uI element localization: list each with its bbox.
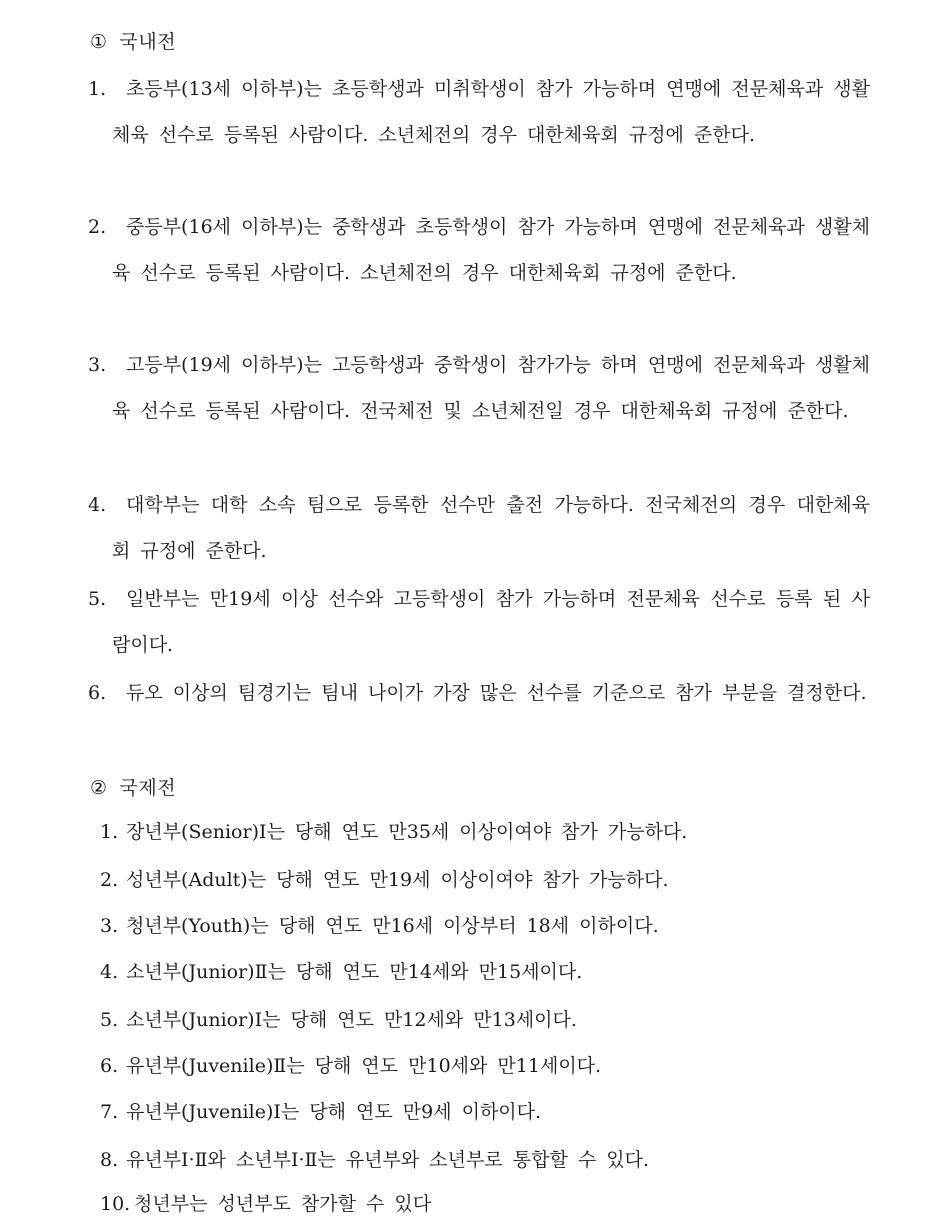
item-number: 3. (100, 915, 119, 937)
list-item (100, 1054, 601, 1078)
list-item (88, 482, 870, 574)
list-item (88, 576, 870, 668)
item-number: 4. (100, 961, 119, 983)
item-text: 대학부는 대학 소속 팀으로 등록한 선수만 출전 가능하다. 전국체전의 경우 대한체육회 규정에 준한다. (112, 494, 870, 562)
section-heading-domestic (90, 30, 176, 54)
item-number: 2. (88, 216, 107, 238)
list-item (100, 960, 582, 984)
item-text: 고등부(19세 이하부)는 고등학생과 중학생이 참가가능 하며 연맹에 전문체육과 생활체육 선수로 등록된 사람이다. 전국체전 및 소년체전일 경우 대한체육회 규정에 준한다. (112, 354, 870, 422)
list-item (88, 342, 870, 434)
item-number: 10. (100, 1193, 131, 1215)
item-text: 듀오 이상의 팀경기는 팀내 나이가 가장 많은 선수를 기준으로 참가 부분을 결정한다. (126, 682, 867, 704)
list-item (88, 204, 870, 296)
item-number: 4. (88, 494, 107, 516)
item-number: 3. (88, 354, 107, 376)
item-text: 유년부(Juvenile)Ⅰ는 당해 연도 만9세 이하이다. (126, 1101, 542, 1123)
item-number: 6. (88, 682, 107, 704)
list-item (100, 868, 669, 892)
item-number: 1. (100, 821, 119, 843)
item-text: 청년부는 성년부도 참가할 수 있다 (134, 1193, 432, 1215)
list-item (100, 914, 659, 938)
list-item (100, 1100, 541, 1124)
item-number: 2. (100, 869, 119, 891)
item-text: 일반부는 만19세 이상 선수와 고등학생이 참가 가능하며 전문체육 선수로 등록 된 사람이다. (112, 588, 870, 656)
item-text: 유년부(Juvenile)Ⅱ는 당해 연도 만10세와 만11세이다. (126, 1055, 602, 1077)
item-text: 유년부Ⅰ·Ⅱ와 소년부Ⅰ·Ⅱ는 유년부와 소년부로 통합할 수 있다. (126, 1149, 649, 1171)
list-item (100, 1148, 649, 1172)
item-text: 장년부(Senior)Ⅰ는 당해 연도 만35세 이상이여야 참가 가능하다. (126, 821, 688, 843)
item-text: 중등부(16세 이하부)는 중학생과 초등학생이 참가 가능하며 연맹에 전문체육과 생활체육 선수로 등록된 사람이다. 소년체전의 경우 대한체육회 규정에 준한다. (112, 216, 870, 284)
item-number: 6. (100, 1055, 119, 1077)
item-number: 5. (100, 1009, 119, 1031)
item-text: 소년부(Junior)Ⅱ는 당해 연도 만14세와 만15세이다. (126, 961, 583, 983)
item-text: 성년부(Adult)는 당해 연도 만19세 이상이여야 참가 가능하다. (126, 869, 669, 891)
item-number: 8. (100, 1149, 119, 1171)
section-title: 국제전 (119, 777, 177, 799)
list-item (88, 670, 870, 716)
list-item (100, 820, 687, 844)
section-marker: ② (90, 777, 108, 799)
section-heading-international (90, 776, 176, 800)
list-item (100, 1192, 431, 1216)
section-marker: ① (90, 31, 108, 53)
item-number: 5. (88, 588, 107, 610)
list-item (100, 1008, 577, 1032)
item-text: 초등부(13세 이하부)는 초등학생과 미취학생이 참가 가능하며 연맹에 전문체육과 생활체육 선수로 등록된 사람이다. 소년체전의 경우 대한체육회 규정에 준한다. (112, 78, 870, 146)
item-text: 청년부(Youth)는 당해 연도 만16세 이상부터 18세 이하이다. (126, 915, 659, 937)
list-item (88, 66, 870, 158)
item-number: 1. (88, 78, 107, 100)
item-number: 7. (100, 1101, 119, 1123)
item-text: 소년부(Junior)Ⅰ는 당해 연도 만12세와 만13세이다. (126, 1009, 577, 1031)
section-title: 국내전 (119, 31, 177, 53)
